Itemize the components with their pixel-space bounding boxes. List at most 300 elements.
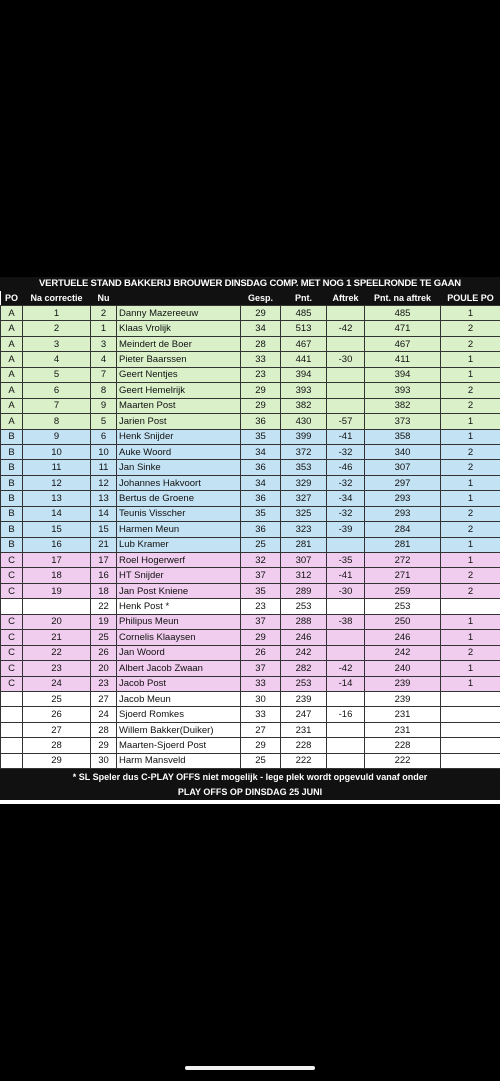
cell-pnt: 323 bbox=[281, 522, 327, 537]
header-row bbox=[1, 291, 500, 306]
table-row bbox=[1, 583, 500, 598]
header-pnt: Pnt. bbox=[281, 291, 327, 306]
cell-name: Jacob Meun bbox=[117, 691, 241, 706]
cell-pnt-na-aftrek: 394 bbox=[365, 367, 441, 382]
cell-pnt-na-aftrek: 250 bbox=[365, 614, 441, 629]
table-row bbox=[1, 630, 500, 645]
cell-name: Cornelis Klaaysen bbox=[117, 630, 241, 645]
cell-poule-po: 1 bbox=[441, 614, 500, 629]
cell-po: B bbox=[1, 475, 23, 490]
table-row bbox=[1, 707, 500, 722]
cell-aftrek bbox=[327, 722, 365, 737]
cell-pnt: 399 bbox=[281, 429, 327, 444]
cell-poule-po: 2 bbox=[441, 444, 500, 459]
cell-gesp: 34 bbox=[241, 475, 281, 490]
cell-pnt-na-aftrek: 382 bbox=[365, 398, 441, 413]
cell-poule-po: 2 bbox=[441, 568, 500, 583]
cell-nu: 30 bbox=[91, 753, 117, 768]
cell-aftrek bbox=[327, 537, 365, 552]
cell-pnt: 441 bbox=[281, 352, 327, 367]
cell-pnt-na-aftrek: 231 bbox=[365, 722, 441, 737]
cell-aftrek: -30 bbox=[327, 352, 365, 367]
cell-na-correctie: 17 bbox=[23, 553, 91, 568]
cell-na-correctie: 24 bbox=[23, 676, 91, 691]
cell-aftrek: -14 bbox=[327, 676, 365, 691]
cell-aftrek: -34 bbox=[327, 491, 365, 506]
cell-aftrek: -32 bbox=[327, 444, 365, 459]
cell-name: Philipus Meun bbox=[117, 614, 241, 629]
cell-po: A bbox=[1, 352, 23, 367]
cell-pnt: 289 bbox=[281, 583, 327, 598]
cell-nu: 5 bbox=[91, 414, 117, 429]
cell-name: Albert Jacob Zwaan bbox=[117, 661, 241, 676]
cell-po: C bbox=[1, 676, 23, 691]
cell-aftrek: -39 bbox=[327, 522, 365, 537]
cell-nu: 11 bbox=[91, 460, 117, 475]
cell-pnt-na-aftrek: 228 bbox=[365, 738, 441, 753]
cell-poule-po: 1 bbox=[441, 661, 500, 676]
cell-nu: 9 bbox=[91, 398, 117, 413]
cell-name: Maarten Post bbox=[117, 398, 241, 413]
cell-gesp: 32 bbox=[241, 553, 281, 568]
cell-aftrek: -35 bbox=[327, 553, 365, 568]
cell-gesp: 28 bbox=[241, 336, 281, 351]
cell-pnt-na-aftrek: 471 bbox=[365, 321, 441, 336]
footer-note: * SL Speler dus C-PLAY OFFS niet mogelijk - lege plek wordt opgevuld vanaf onder bbox=[72, 772, 428, 783]
table-row bbox=[1, 383, 500, 398]
cell-po: C bbox=[1, 630, 23, 645]
cell-po bbox=[1, 738, 23, 753]
standings-sheet bbox=[0, 277, 500, 804]
cell-name: Willem Bakker(Duiker) bbox=[117, 722, 241, 737]
cell-name: Jan Woord bbox=[117, 645, 241, 660]
cell-gesp: 33 bbox=[241, 676, 281, 691]
header-gesp: Gesp. bbox=[241, 291, 281, 306]
table-row bbox=[1, 537, 500, 552]
cell-po bbox=[1, 707, 23, 722]
standings-table bbox=[0, 291, 500, 769]
cell-name: Roel Hogerwerf bbox=[117, 553, 241, 568]
table-row bbox=[1, 522, 500, 537]
cell-nu: 23 bbox=[91, 676, 117, 691]
cell-gesp: 33 bbox=[241, 352, 281, 367]
cell-name: Teunis Visscher bbox=[117, 506, 241, 521]
cell-po: B bbox=[1, 444, 23, 459]
cell-na-correctie: 25 bbox=[23, 691, 91, 706]
cell-nu: 22 bbox=[91, 599, 117, 614]
cell-na-correctie: 7 bbox=[23, 398, 91, 413]
table-row bbox=[1, 306, 500, 321]
cell-name: Sjoerd Romkes bbox=[117, 707, 241, 722]
cell-po: A bbox=[1, 321, 23, 336]
cell-pnt-na-aftrek: 358 bbox=[365, 429, 441, 444]
cell-pnt: 312 bbox=[281, 568, 327, 583]
cell-gesp: 37 bbox=[241, 614, 281, 629]
cell-gesp: 30 bbox=[241, 691, 281, 706]
cell-poule-po: 2 bbox=[441, 645, 500, 660]
cell-aftrek: -41 bbox=[327, 568, 365, 583]
cell-gesp: 29 bbox=[241, 398, 281, 413]
cell-nu: 6 bbox=[91, 429, 117, 444]
cell-poule-po: 1 bbox=[441, 352, 500, 367]
cell-na-correctie: 26 bbox=[23, 707, 91, 722]
table-row bbox=[1, 676, 500, 691]
cell-pnt: 282 bbox=[281, 661, 327, 676]
cell-name: Klaas Vrolijk bbox=[117, 321, 241, 336]
cell-nu: 25 bbox=[91, 630, 117, 645]
header-pnt-na-aftrek: Pnt. na aftrek bbox=[365, 291, 441, 306]
cell-po bbox=[1, 691, 23, 706]
cell-name: Johannes Hakvoort bbox=[117, 475, 241, 490]
cell-pnt: 325 bbox=[281, 506, 327, 521]
cell-pnt: 394 bbox=[281, 367, 327, 382]
cell-poule-po bbox=[441, 707, 500, 722]
home-indicator[interactable] bbox=[185, 1066, 315, 1070]
table-row bbox=[1, 414, 500, 429]
cell-po: A bbox=[1, 398, 23, 413]
cell-nu: 26 bbox=[91, 645, 117, 660]
cell-pnt: 239 bbox=[281, 691, 327, 706]
cell-pnt: 222 bbox=[281, 753, 327, 768]
cell-nu: 17 bbox=[91, 553, 117, 568]
cell-poule-po: 1 bbox=[441, 553, 500, 568]
cell-po: C bbox=[1, 553, 23, 568]
header-name bbox=[117, 291, 241, 306]
cell-na-correctie: 23 bbox=[23, 661, 91, 676]
cell-na-correctie: 15 bbox=[23, 522, 91, 537]
table-row bbox=[1, 460, 500, 475]
cell-poule-po: 1 bbox=[441, 491, 500, 506]
cell-pnt: 246 bbox=[281, 630, 327, 645]
cell-pnt-na-aftrek: 222 bbox=[365, 753, 441, 768]
cell-aftrek bbox=[327, 336, 365, 351]
cell-po: C bbox=[1, 583, 23, 598]
cell-po bbox=[1, 753, 23, 768]
sheet-title: VERTUELE STAND BAKKERIJ BROUWER DINSDAG COMP. MET NOG 1 SPEELRONDE TE GAAN bbox=[0, 277, 500, 291]
cell-name: Henk Post * bbox=[117, 599, 241, 614]
cell-po bbox=[1, 722, 23, 737]
cell-poule-po: 1 bbox=[441, 367, 500, 382]
cell-na-correctie: 5 bbox=[23, 367, 91, 382]
cell-pnt: 253 bbox=[281, 676, 327, 691]
table-row bbox=[1, 336, 500, 351]
cell-gesp: 25 bbox=[241, 753, 281, 768]
cell-poule-po: 2 bbox=[441, 398, 500, 413]
cell-na-correctie: 20 bbox=[23, 614, 91, 629]
cell-nu: 12 bbox=[91, 475, 117, 490]
cell-na-correctie bbox=[23, 599, 91, 614]
cell-gesp: 34 bbox=[241, 321, 281, 336]
cell-aftrek: -41 bbox=[327, 429, 365, 444]
cell-na-correctie: 21 bbox=[23, 630, 91, 645]
cell-name: Jarien Post bbox=[117, 414, 241, 429]
cell-poule-po: 1 bbox=[441, 306, 500, 321]
cell-gesp: 35 bbox=[241, 583, 281, 598]
cell-pnt: 281 bbox=[281, 537, 327, 552]
table-row bbox=[1, 753, 500, 768]
cell-pnt: 231 bbox=[281, 722, 327, 737]
cell-gesp: 26 bbox=[241, 645, 281, 660]
cell-aftrek: -30 bbox=[327, 583, 365, 598]
cell-na-correctie: 10 bbox=[23, 444, 91, 459]
cell-aftrek bbox=[327, 753, 365, 768]
table-row bbox=[1, 599, 500, 614]
cell-name: Meindert de Boer bbox=[117, 336, 241, 351]
cell-poule-po bbox=[441, 738, 500, 753]
cell-po: C bbox=[1, 614, 23, 629]
cell-pnt-na-aftrek: 293 bbox=[365, 506, 441, 521]
cell-pnt-na-aftrek: 246 bbox=[365, 630, 441, 645]
cell-gesp: 35 bbox=[241, 429, 281, 444]
cell-aftrek bbox=[327, 367, 365, 382]
cell-nu: 28 bbox=[91, 722, 117, 737]
cell-poule-po: 1 bbox=[441, 537, 500, 552]
cell-pnt: 382 bbox=[281, 398, 327, 413]
cell-gesp: 36 bbox=[241, 414, 281, 429]
cell-poule-po: 1 bbox=[441, 414, 500, 429]
cell-pnt: 513 bbox=[281, 321, 327, 336]
cell-poule-po bbox=[441, 722, 500, 737]
table-row bbox=[1, 491, 500, 506]
cell-poule-po: 2 bbox=[441, 321, 500, 336]
cell-nu: 10 bbox=[91, 444, 117, 459]
table-row bbox=[1, 568, 500, 583]
cell-pnt: 228 bbox=[281, 738, 327, 753]
cell-aftrek: -42 bbox=[327, 321, 365, 336]
cell-pnt-na-aftrek: 293 bbox=[365, 491, 441, 506]
cell-name: Harm Mansveld bbox=[117, 753, 241, 768]
cell-na-correctie: 1 bbox=[23, 306, 91, 321]
cell-name: Danny Mazereeuw bbox=[117, 306, 241, 321]
cell-na-correctie: 9 bbox=[23, 429, 91, 444]
cell-pnt-na-aftrek: 231 bbox=[365, 707, 441, 722]
cell-na-correctie: 8 bbox=[23, 414, 91, 429]
table-row bbox=[1, 645, 500, 660]
cell-name: Geert Nentjes bbox=[117, 367, 241, 382]
cell-po: B bbox=[1, 429, 23, 444]
cell-na-correctie: 18 bbox=[23, 568, 91, 583]
cell-name: Bertus de Groene bbox=[117, 491, 241, 506]
cell-pnt: 372 bbox=[281, 444, 327, 459]
cell-poule-po: 1 bbox=[441, 630, 500, 645]
cell-name: Harmen Meun bbox=[117, 522, 241, 537]
cell-nu: 13 bbox=[91, 491, 117, 506]
cell-nu: 24 bbox=[91, 707, 117, 722]
table-row bbox=[1, 506, 500, 521]
cell-nu: 2 bbox=[91, 306, 117, 321]
cell-poule-po: 2 bbox=[441, 583, 500, 598]
cell-na-correctie: 29 bbox=[23, 753, 91, 768]
cell-nu: 3 bbox=[91, 336, 117, 351]
cell-na-correctie: 19 bbox=[23, 583, 91, 598]
cell-po: C bbox=[1, 568, 23, 583]
cell-na-correctie: 13 bbox=[23, 491, 91, 506]
cell-poule-po: 2 bbox=[441, 522, 500, 537]
cell-poule-po bbox=[441, 753, 500, 768]
cell-nu: 18 bbox=[91, 583, 117, 598]
cell-pnt-na-aftrek: 297 bbox=[365, 475, 441, 490]
cell-pnt: 247 bbox=[281, 707, 327, 722]
cell-pnt-na-aftrek: 411 bbox=[365, 352, 441, 367]
cell-nu: 1 bbox=[91, 321, 117, 336]
cell-aftrek bbox=[327, 691, 365, 706]
cell-pnt-na-aftrek: 340 bbox=[365, 444, 441, 459]
cell-aftrek bbox=[327, 383, 365, 398]
cell-na-correctie: 2 bbox=[23, 321, 91, 336]
cell-name: HT Snijder bbox=[117, 568, 241, 583]
cell-pnt: 430 bbox=[281, 414, 327, 429]
cell-pnt: 307 bbox=[281, 553, 327, 568]
cell-name: Maarten-Sjoerd Post bbox=[117, 738, 241, 753]
table-row bbox=[1, 738, 500, 753]
cell-na-correctie: 6 bbox=[23, 383, 91, 398]
cell-aftrek bbox=[327, 599, 365, 614]
cell-po: A bbox=[1, 414, 23, 429]
cell-pnt-na-aftrek: 284 bbox=[365, 522, 441, 537]
cell-pnt-na-aftrek: 307 bbox=[365, 460, 441, 475]
cell-pnt-na-aftrek: 281 bbox=[365, 537, 441, 552]
cell-po: A bbox=[1, 367, 23, 382]
cell-po: B bbox=[1, 506, 23, 521]
cell-nu: 8 bbox=[91, 383, 117, 398]
cell-pnt: 242 bbox=[281, 645, 327, 660]
cell-gesp: 29 bbox=[241, 630, 281, 645]
cell-aftrek: -16 bbox=[327, 707, 365, 722]
table-row bbox=[1, 614, 500, 629]
table-row bbox=[1, 321, 500, 336]
cell-nu: 27 bbox=[91, 691, 117, 706]
cell-nu: 16 bbox=[91, 568, 117, 583]
cell-poule-po: 1 bbox=[441, 676, 500, 691]
cell-poule-po: 2 bbox=[441, 336, 500, 351]
header-na-correctie: Na correctie bbox=[23, 291, 91, 306]
cell-nu: 21 bbox=[91, 537, 117, 552]
cell-na-correctie: 11 bbox=[23, 460, 91, 475]
cell-gesp: 35 bbox=[241, 506, 281, 521]
cell-po bbox=[1, 599, 23, 614]
cell-po: B bbox=[1, 522, 23, 537]
table-row bbox=[1, 691, 500, 706]
cell-na-correctie: 16 bbox=[23, 537, 91, 552]
cell-pnt-na-aftrek: 272 bbox=[365, 553, 441, 568]
cell-poule-po: 2 bbox=[441, 383, 500, 398]
cell-po: B bbox=[1, 537, 23, 552]
cell-po: C bbox=[1, 645, 23, 660]
cell-na-correctie: 12 bbox=[23, 475, 91, 490]
cell-name: Lub Kramer bbox=[117, 537, 241, 552]
cell-pnt: 253 bbox=[281, 599, 327, 614]
cell-pnt-na-aftrek: 259 bbox=[365, 583, 441, 598]
table-body bbox=[1, 306, 500, 769]
cell-pnt: 353 bbox=[281, 460, 327, 475]
cell-pnt-na-aftrek: 271 bbox=[365, 568, 441, 583]
table-row bbox=[1, 367, 500, 382]
cell-nu: 7 bbox=[91, 367, 117, 382]
cell-gesp: 29 bbox=[241, 306, 281, 321]
cell-nu: 20 bbox=[91, 661, 117, 676]
cell-gesp: 27 bbox=[241, 722, 281, 737]
cell-aftrek: -38 bbox=[327, 614, 365, 629]
cell-aftrek: -46 bbox=[327, 460, 365, 475]
cell-pnt-na-aftrek: 485 bbox=[365, 306, 441, 321]
cell-poule-po bbox=[441, 691, 500, 706]
cell-pnt-na-aftrek: 239 bbox=[365, 676, 441, 691]
cell-pnt: 467 bbox=[281, 336, 327, 351]
cell-gesp: 36 bbox=[241, 460, 281, 475]
cell-pnt-na-aftrek: 239 bbox=[365, 691, 441, 706]
cell-na-correctie: 3 bbox=[23, 336, 91, 351]
cell-na-correctie: 27 bbox=[23, 722, 91, 737]
table-row bbox=[1, 398, 500, 413]
cell-pnt: 393 bbox=[281, 383, 327, 398]
table-row bbox=[1, 661, 500, 676]
cell-gesp: 36 bbox=[241, 522, 281, 537]
header-po: PO bbox=[1, 291, 23, 306]
cell-na-correctie: 4 bbox=[23, 352, 91, 367]
cell-aftrek bbox=[327, 630, 365, 645]
cell-nu: 29 bbox=[91, 738, 117, 753]
cell-gesp: 36 bbox=[241, 491, 281, 506]
cell-gesp: 23 bbox=[241, 599, 281, 614]
cell-nu: 14 bbox=[91, 506, 117, 521]
cell-poule-po: 2 bbox=[441, 460, 500, 475]
cell-name: Jacob Post bbox=[117, 676, 241, 691]
cell-pnt-na-aftrek: 393 bbox=[365, 383, 441, 398]
cell-nu: 15 bbox=[91, 522, 117, 537]
cell-aftrek: -32 bbox=[327, 506, 365, 521]
cell-pnt: 485 bbox=[281, 306, 327, 321]
cell-poule-po: 1 bbox=[441, 475, 500, 490]
cell-pnt: 329 bbox=[281, 475, 327, 490]
cell-po: B bbox=[1, 460, 23, 475]
cell-gesp: 25 bbox=[241, 537, 281, 552]
cell-aftrek: -57 bbox=[327, 414, 365, 429]
cell-pnt-na-aftrek: 253 bbox=[365, 599, 441, 614]
cell-gesp: 37 bbox=[241, 661, 281, 676]
cell-gesp: 29 bbox=[241, 738, 281, 753]
cell-nu: 4 bbox=[91, 352, 117, 367]
cell-aftrek: -42 bbox=[327, 661, 365, 676]
table-row bbox=[1, 553, 500, 568]
cell-name: Auke Woord bbox=[117, 444, 241, 459]
cell-name: Jan Post Kniene bbox=[117, 583, 241, 598]
cell-aftrek bbox=[327, 398, 365, 413]
cell-aftrek bbox=[327, 306, 365, 321]
cell-pnt-na-aftrek: 240 bbox=[365, 661, 441, 676]
header-aftrek: Aftrek bbox=[327, 291, 365, 306]
header-poule-po: POULE PO bbox=[441, 291, 500, 306]
cell-po: B bbox=[1, 491, 23, 506]
cell-aftrek: -32 bbox=[327, 475, 365, 490]
footer-playoffs-date: PLAY OFFS OP DINSDAG 25 JUNI bbox=[177, 787, 323, 798]
cell-po: A bbox=[1, 336, 23, 351]
cell-po: C bbox=[1, 661, 23, 676]
cell-na-correctie: 14 bbox=[23, 506, 91, 521]
cell-gesp: 33 bbox=[241, 707, 281, 722]
cell-pnt: 288 bbox=[281, 614, 327, 629]
cell-gesp: 37 bbox=[241, 568, 281, 583]
cell-poule-po bbox=[441, 599, 500, 614]
cell-na-correctie: 22 bbox=[23, 645, 91, 660]
table-row bbox=[1, 352, 500, 367]
cell-gesp: 29 bbox=[241, 383, 281, 398]
table-row bbox=[1, 475, 500, 490]
table-row bbox=[1, 444, 500, 459]
cell-pnt-na-aftrek: 373 bbox=[365, 414, 441, 429]
cell-poule-po: 1 bbox=[441, 429, 500, 444]
cell-nu: 19 bbox=[91, 614, 117, 629]
table-row bbox=[1, 429, 500, 444]
